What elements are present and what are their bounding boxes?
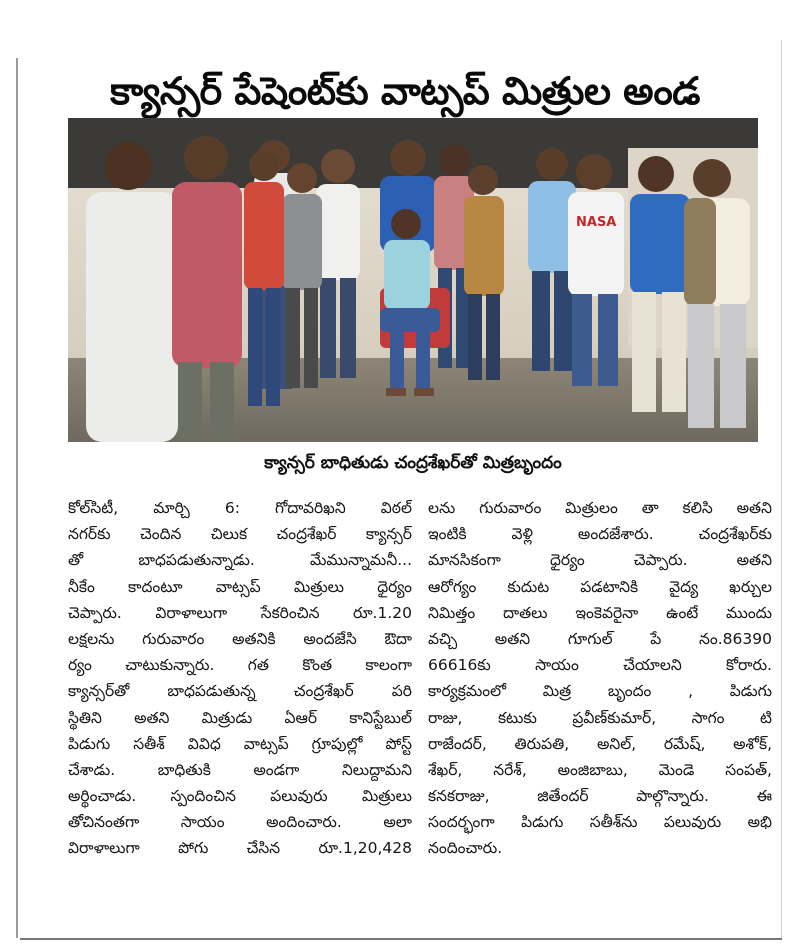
right-edge-rule	[781, 40, 782, 940]
article-column-right	[428, 495, 772, 862]
article-line: నగర్‌కు చెందిన చిలుక చంద్రశేఖర్ క్యాన్సర్	[68, 525, 412, 544]
article-line: క్యాన్సర్‌తో బాధపడుతున్న చంద్రశేఖర్ పరి	[68, 682, 412, 701]
bottom-rule	[20, 938, 782, 940]
article-line: నందించారు.	[428, 839, 503, 858]
article-line: విరాళాలుగా పోగు చేసిన రూ.1,20,428	[68, 839, 412, 858]
photo-caption: క్యాన్సర్ బాధితుడు చంద్రశేఖర్‌తో మిత్రబృందం	[264, 453, 562, 473]
article-line: కోల్‌సిటీ, మార్చి 6: గోదావరిఖని విఠల్	[68, 499, 412, 517]
group-photo-illustration	[68, 118, 758, 442]
article-line: రాజు, కటుకు ప్రవీణ్‌కుమార్, సాగం టి	[428, 708, 772, 727]
article-line: అర్థించాడు. స్పందించిన పలువురు మిత్రులు	[68, 787, 412, 806]
article-line: సందర్భంగా పిడుగు సతీశ్‌ను పలువురు అభి	[428, 813, 772, 832]
nasa-logo-text: NASA	[576, 215, 617, 230]
article-column-left	[68, 495, 412, 862]
article-line: లను గురువారం మిత్రులం తా కలిసి అతని	[428, 499, 772, 517]
article-line: నిమిత్తం దాతలు ఇంకెవరైనా ఉంటే ముందు	[428, 603, 772, 622]
article-line: మానసికంగా ధైర్యం చెప్పారు. అతని	[428, 551, 772, 570]
article-line: కనకరాజు, జితేందర్ పాల్గొన్నారు. ఈ	[428, 787, 772, 806]
headline: క్యాన్సర్ పేషెంట్‌కు వాట్సప్ మిత్రుల అండ	[110, 69, 700, 114]
article-line: పిడుగు సతీశ్ వివిధ వాట్సప్ గ్రూపుల్లో పోస్ట్	[68, 734, 412, 753]
article-line: కార్యక్రమంలో మిత్ర బృందం , పిడుగు	[428, 682, 772, 701]
article-line: 66616కు సాయం చేయాలని కోరారు.	[428, 656, 772, 675]
article-line: చేశాడు. బాధితుకి అండగా నిలుద్దామని	[68, 760, 412, 779]
article-line: రాజేందర్, తిరుపతి, అనిల్, రమేష్, అశోక్,	[428, 734, 772, 753]
group-photo	[68, 118, 758, 442]
article-line: ర్యం చాటుకున్నారు. గత కొంత కాలంగా	[68, 656, 412, 675]
article-line: ఇంటికి వెళ్లి అందజేశారు. చంద్రశేఖర్‌కు	[428, 525, 772, 544]
article-line: వచ్చి అతని గూగుల్ పే నం.86390	[428, 629, 772, 648]
article-line: ఆరోగ్యం కుదుట పడటానికి వైద్య ఖర్చుల	[428, 577, 772, 596]
left-column-rule	[16, 58, 18, 938]
article-line: తో బాధపడుతున్నాడు. మేమున్నామనీ...	[68, 551, 412, 570]
article-line: శేఖర్, నరేశ్, అంజిబాబు, మెండె సంపత్,	[428, 760, 772, 779]
article-line: నీకేం కాదంటూ వాట్సప్ మిత్రులు ధైర్యం	[68, 577, 412, 596]
article-line: స్థితిని అతని మిత్రుడు ఏఆర్ కానిస్టేబుల్	[68, 708, 412, 727]
article-line: లక్షలను గురువారం అతనికి అందజేసి ఔదా	[68, 629, 412, 648]
article-line: చెప్పారు. విరాళాలుగా సేకరించిన రూ.1.20	[68, 603, 412, 622]
article-line: తోచినంతగా సాయం అందించారు. అలా	[68, 813, 412, 832]
